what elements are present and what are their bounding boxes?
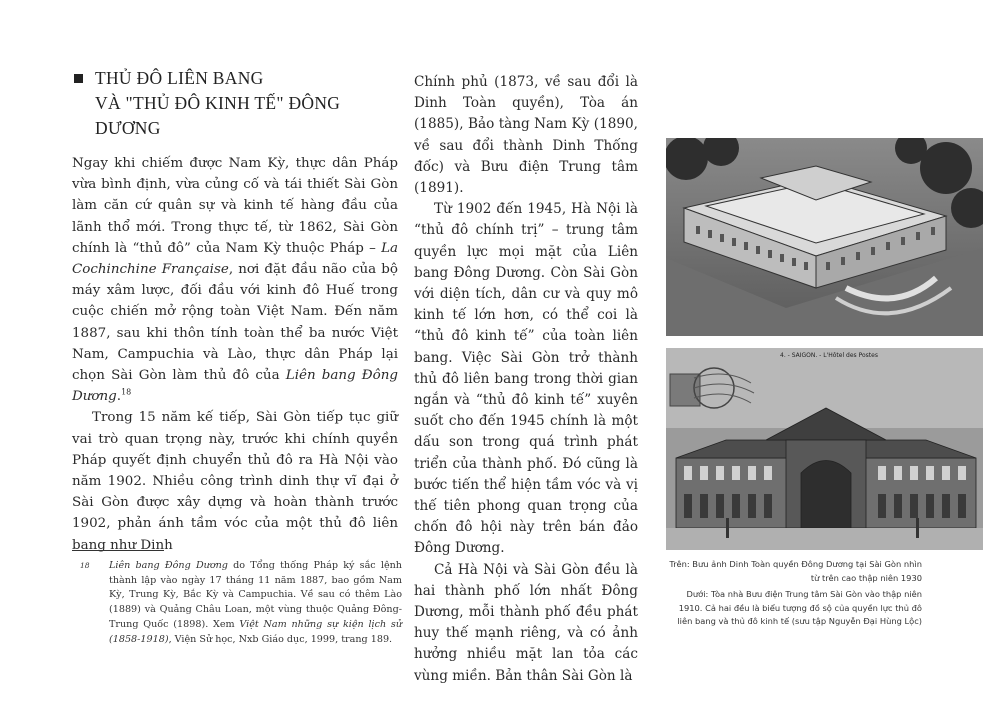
footnote-text — [109, 559, 402, 647]
caption-top: Trên: Bưu ảnh Dinh Toàn quyền Đông Dương tại Sài Gòn nhìn từ trên cao thập niên 1930 — [669, 559, 922, 583]
footnote-number: 18 — [80, 561, 90, 570]
right-column — [414, 72, 638, 687]
paragraph-1-italic-2: Liên bang Đông Dương — [72, 368, 398, 405]
photo-caption — [666, 558, 922, 632]
section-heading — [72, 66, 398, 141]
paragraph-1-text-c: . — [116, 389, 122, 405]
aerial-photo-governor-palace-icon — [666, 138, 983, 336]
heading-line-2: VÀ "THỦ ĐÔ KINH TẾ" ĐÔNG DƯƠNG — [95, 93, 341, 138]
paragraph-continued: Chính phủ (1873, về sau đổi là Dinh Toàn quyền), Tòa án (1885), Bảo tàng Nam Kỳ (1890, về sau đổi thành Dinh Thống đốc) và Bưu điện Trung tâm (1891). — [414, 74, 638, 197]
paragraph-4: Cả Hà Nội và Sài Gòn đều là hai thành phố lớn nhất Đông Dương, mỗi thành phố đều phát huy thế mạnh riêng, và có ảnh hưởng nhiều mặt lan tỏa các vùng miền. Bản thân Sài Gòn là — [414, 561, 638, 684]
heading-line-1: THỦ ĐÔ LIÊN BANG — [95, 68, 264, 88]
postcard-photo-central-post-office-icon — [666, 348, 983, 550]
postcard-header: 4. - SAIGON. - L'Hôtel des Postes — [780, 352, 878, 359]
footnote-reference: 18 — [121, 387, 132, 397]
paragraph-1-text-a: Ngay khi chiếm được Nam Kỳ, thực dân Pháp vừa bình định, vừa củng cố và tái thiết Sài Gòn làm căn cứ quân sự và kinh tế hàng đầu của lãnh thổ mới. Trong thực tế, từ 1862, Sài Gòn chính là “thủ đô” của Nam Kỳ thuộc Pháp – — [72, 156, 398, 256]
footnote-text-b: , Viện Sử học, Nxb Giáo dục, 1999, trang 189. — [168, 633, 393, 645]
footnote-text-a: do Tổng thống Pháp ký sắc lệnh thành lập vào ngày 17 tháng 11 năm 1887, bao gồm Nam Kỳ, Trung Kỳ, Bắc Kỳ và Campuchia. Về sau có thêm Lào (1889) và Quảng Châu Loan, một vùng thuộc Quảng Đông-Trung Quốc (1898). Xem — [109, 560, 402, 630]
paragraph-1-italic-1: La Cochinchine Française — [72, 240, 398, 278]
paragraph-2: Trong 15 năm kế tiếp, Sài Gòn tiếp tục giữ vai trò quan trọng này, trước khi chính quyền Pháp quyết định chuyển thủ đô ra Hà Nội vào năm 1902. Nhiều công trình dinh thự vĩ đại ở Sài Gòn được xây dựng và hoàn thành trước 1902, phản ánh tầm vóc của một thủ đô liên bang như Dinh — [72, 410, 398, 553]
paragraph-1-text-b: , nơi đặt đầu não của bộ máy xâm lược, đối đầu với kinh đô Huế trong cuộc chiến mở rộng toàn Việt Nam. Đến năm 1887, sau khi thôn tính toàn thể ba nước Việt Nam, Campuchia và Lào, thực dân Pháp lại chọn Sài Gòn làm thủ đô của — [72, 262, 398, 384]
paragraph-1 — [72, 153, 398, 407]
caption-bottom: Dưới: Tòa nhà Bưu điện Trung tâm Sài Gòn vào thập niên 1910. Cả hai đều là biểu tượng đồ sộ của quyền lực thủ đô liên bang và thủ đô kinh tế (sưu tập Nguyễn Đại Hùng Lộc) — [677, 589, 922, 627]
footnote-italic-2: Việt Nam những sự kiện lịch sử (1858-1918) — [109, 618, 402, 645]
square-bullet-icon — [74, 74, 83, 83]
heading-text — [95, 66, 398, 141]
footnote-italic-1: Liên bang Đông Dương — [109, 560, 228, 571]
paragraph-3: Từ 1902 đến 1945, Hà Nội là “thủ đô chính trị” – trung tâm quyền lực mọi mặt của Liên bang Đông Dương. Còn Sài Gòn với diện tích, dân cư và quy mô kinh tế lớn hơn, có thể coi là “thủ đô kinh tế” của toàn liên bang. Việc Sài Gòn trở thành thủ đô liên bang trong thời gian ngắn và “thủ đô kinh tế” xuyên suốt cho đến 1945 chính là một dấu son trong quá trình phát triển của thành phố. Đó cũng là bước tiến thể hiện tầm vóc và vị thế tiên phong quan trọng của chốn đô hội này trên bán đảo Đông Dương. — [414, 201, 638, 557]
left-column — [72, 66, 398, 556]
footnote-divider — [72, 550, 164, 551]
footnote — [72, 559, 402, 647]
